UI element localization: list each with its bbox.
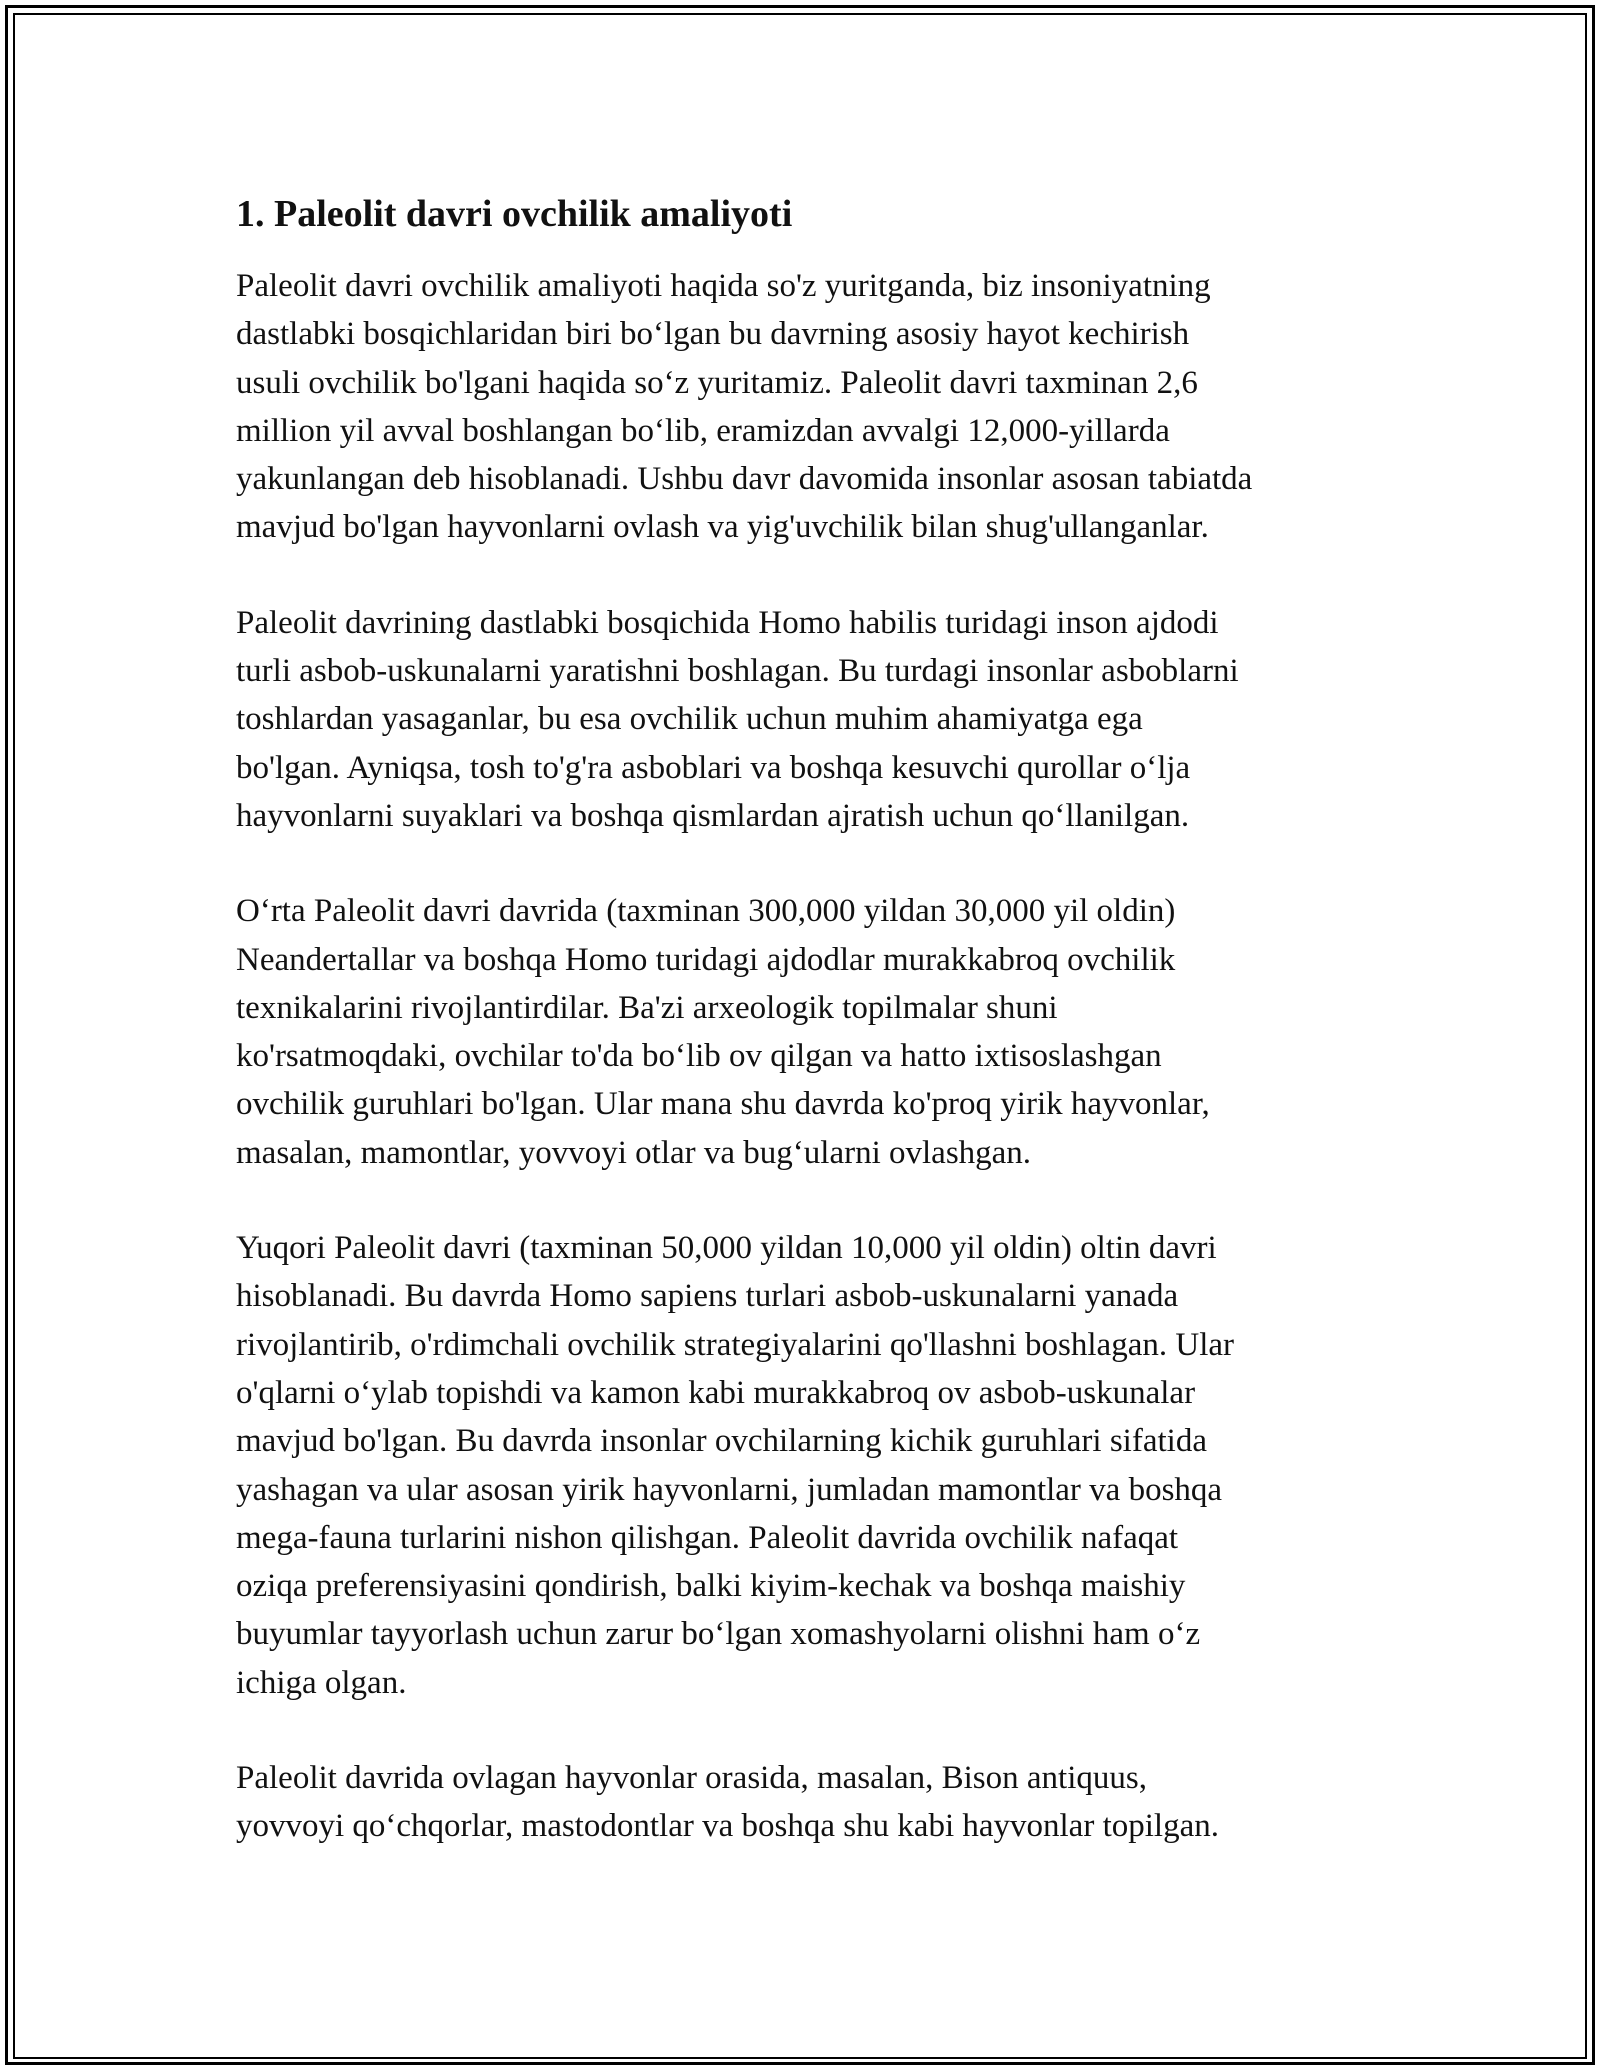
- paragraph-5: [236, 1754, 1376, 1851]
- text-line: Yuqori Paleolit davri (taxminan 50,000 yildan 10,000 yil oldin) oltin davri: [236, 1230, 1217, 1267]
- text-line: ichiga olgan.: [236, 1664, 407, 1701]
- text-line: mavjud bo'lgan hayvonlarni ovlash va yig'uvchilik bilan shug'ullanganlar.: [236, 509, 1209, 546]
- text-line: yashagan va ular asosan yirik hayvonlarni, jumladan mamontlar va boshqa: [236, 1471, 1223, 1508]
- text-line: Paleolit davrida ovlagan hayvonlar orasida, masalan, Bison antiquus,: [236, 1760, 1147, 1797]
- text-line: hayvonlarni suyaklari va boshqa qismlardan ajratish uchun qo‘llanilgan.: [236, 797, 1190, 834]
- text-line: texnikalarini rivojlantirdilar. Ba'zi arxeologik topilmalar shuni: [236, 989, 1058, 1026]
- paragraph-4: [236, 1224, 1376, 1707]
- text-line: rivojlantirib, o'rdimchali ovchilik strategiyalarini qo'llashni boshlagan. Ular: [236, 1326, 1234, 1363]
- text-line: hisoblanadi. Bu davrda Homo sapiens turlari asbob-uskunalarni yanada: [236, 1278, 1179, 1315]
- paragraph-1: [236, 262, 1376, 552]
- text-line: usuli ovchilik bo'lgani haqida so‘z yuritamiz. Paleolit davri taxminan 2,6: [236, 364, 1198, 401]
- text-line: mega-fauna turlarini nishon qilishgan. Paleolit davrida ovchilik nafaqat: [236, 1519, 1179, 1556]
- text-line: bo'lgan. Ayniqsa, tosh to'g'ra asboblari va boshqa kesuvchi qurollar o‘lja: [236, 749, 1191, 786]
- text-line: Paleolit davrining dastlabki bosqichida Homo habilis turidagi inson ajdodi: [236, 604, 1219, 641]
- text-line: o'qlarni o‘ylab topishdi va kamon kabi murakkabroq ov asbob-uskunalar: [236, 1374, 1196, 1411]
- text-line: masalan, mamontlar, yovvoyi otlar va bug‘ularni ovlashgan.: [236, 1134, 1032, 1171]
- text-line: Paleolit davri ovchilik amaliyoti haqida so'z yuritganda, biz insoniyatning: [236, 268, 1211, 304]
- document-body: [236, 188, 1376, 1898]
- text-line: yakunlangan deb hisoblanadi. Ushbu davr davomida insonlar asosan tabiatda: [236, 461, 1253, 498]
- text-line: turli asbob-uskunalarni yaratishni boshlagan. Bu turdagi insonlar asboblarni: [236, 653, 1239, 690]
- text-line: O‘rta Paleolit davri davrida (taxminan 300,000 yildan 30,000 yil oldin): [236, 893, 1176, 930]
- text-line: oziqa preferensiyasini qondirish, balki kiyim-kechak va boshqa maishiy: [236, 1568, 1186, 1605]
- section-heading: 1. Paleolit davri ovchilik amaliyoti: [236, 193, 793, 235]
- text-line: buyumlar tayyorlash uchun zarur bo‘lgan xomashyolarni olishni ham o‘z: [236, 1616, 1201, 1653]
- paragraph-3: [236, 887, 1376, 1177]
- text-line: Neandertallar va boshqa Homo turidagi ajdodlar murakkabroq ovchilik: [236, 941, 1176, 978]
- text-line: yovvoyi qo‘chqorlar, mastodontlar va boshqa shu kabi hayvonlar topilgan.: [236, 1808, 1219, 1845]
- text-line: ovchilik guruhlari bo'lgan. Ular mana shu davrda ko'proq yirik hayvonlar,: [236, 1086, 1210, 1123]
- text-line: ko'rsatmoqdaki, ovchilar to'da bo‘lib ov qilgan va hatto ixtisoslashgan: [236, 1038, 1162, 1075]
- text-line: mavjud bo'lgan. Bu davrda insonlar ovchilarning kichik guruhlari sifatida: [236, 1423, 1207, 1460]
- text-line: dastlabki bosqichlaridan biri bo‘lgan bu davrning asosiy hayot kechirish: [236, 316, 1190, 353]
- text-line: toshlardan yasaganlar, bu esa ovchilik uchun muhim ahamiyatga ega: [236, 701, 1143, 738]
- text-line: million yil avval boshlangan bo‘lib, eramizdan avvalgi 12,000-yillarda: [236, 412, 1170, 449]
- paragraph-2: [236, 599, 1376, 840]
